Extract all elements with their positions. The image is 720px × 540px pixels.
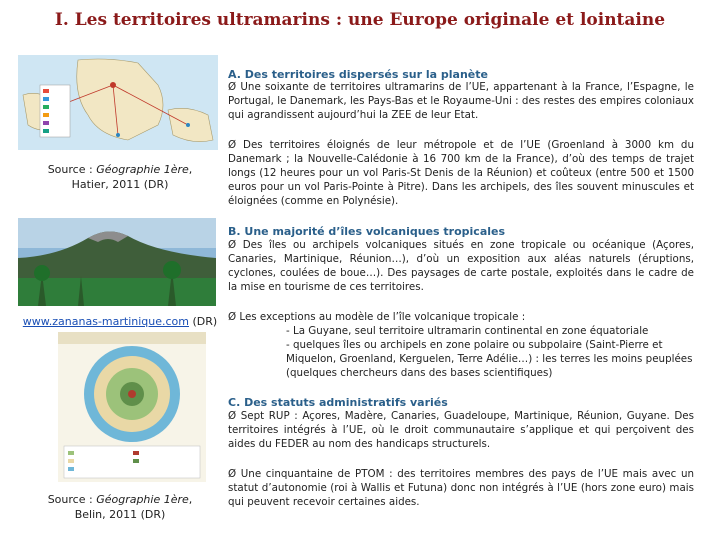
source-publisher: Hatier, 2011 (DR) — [71, 178, 169, 191]
map-source-caption — [30, 162, 210, 192]
para-text: Les exceptions au modèle de l’île volcanique tropicale : — [239, 311, 526, 323]
bullet-arrow-icon: Ø — [228, 81, 237, 93]
source-prefix: Source : — [47, 493, 97, 506]
source-prefix: Source : — [47, 163, 97, 176]
source-work: Géographie 1ère — [96, 163, 189, 176]
para-text: Des îles ou archipels volcaniques situés en zone tropicale ou océanique (Açores, Canaries, Martinique, Réunion…), d’où un exposition aux aléas naturels (éruptions, cyclones, coulées de boue…). Des paysages de carte postale, exploités dans le cadre de la mise en tourisme de ces territoires. — [228, 239, 694, 293]
volcanic-island-photo — [18, 218, 216, 306]
source-publisher: Belin, 2011 (DR) — [74, 508, 166, 521]
bullet-arrow-icon: Ø — [228, 410, 237, 422]
source-work: Géographie 1ère — [96, 493, 189, 506]
exception-polar: - quelques îles ou archipels en zone polaire ou subpolaire (Saint-Pierre et Miquelon, Groenland, Kerguelen, Terre Adélie…) : les terres les moins peuplées (quelques chercheurs dans des bases scientifiques) — [286, 339, 693, 379]
section-b-para-2 — [228, 310, 694, 380]
para-text: Une soixante de territoires ultramarins de l’UE, appartenant à la France, l’Espagne, le Portugal, le Danemark, les Pays-Bas et le Royaume-Uni : des restes des empires coloniaux qui agrandissent aujourd’hui la ZEE de leur Etat. — [228, 81, 694, 121]
photo-source-caption — [22, 314, 218, 329]
section-a-para-2 — [228, 138, 694, 208]
exception-guyane: - La Guyane, seul territoire ultramarin continental en zone équatoriale — [286, 325, 649, 337]
diagram-source-caption — [30, 492, 210, 522]
section-b-title: B. Une majorité d’îles volcaniques tropicales — [228, 225, 506, 238]
bullet-arrow-icon: Ø — [228, 139, 237, 151]
section-c-para-2 — [228, 467, 694, 509]
source-suffix: , — [188, 163, 193, 176]
section-a-para-1 — [228, 80, 694, 122]
section-c-para-1 — [228, 409, 694, 451]
zananas-link[interactable]: www.zananas-martinique.com — [22, 315, 189, 328]
bullet-arrow-icon: Ø — [228, 239, 237, 251]
source-suffix: , — [188, 493, 193, 506]
para-text: Des territoires éloignés de leur métropole et de l’UE (Groenland à 3000 km du Danemark ; la Nouvelle-Calédonie à 16 700 km de la France), d’où des temps de trajet longs (12 heures pour un vol Paris-St Denis de la Réunion) et coûteux (entre 500 et 1500 euros pour un vol Paris-Pointe à Pitre). Dans les archipels, des îles souvent minuscules et éloignées (comme en Polynésie). — [228, 139, 694, 207]
para-text: Une cinquantaine de PTOM : des territoires membres des pays de l’UE mais avec un statut d’autonomie (roi à Wallis et Futuna) donc non intégrés à l’UE (hors zone euro) mais qui peuvent recevoir certaines aides. — [228, 468, 694, 508]
para-text: Sept RUP : Açores, Madère, Canaries, Guadeloupe, Martinique, Réunion, Guyane. Des territoires intégrés à l’UE, où le droit communautaire s’applique et qui perçoivent des aides du FEDER au nom des handicaps structurels. — [228, 410, 694, 450]
bullet-arrow-icon: Ø — [228, 468, 237, 480]
link-suffix: (DR) — [189, 315, 218, 328]
bullet-arrow-icon: Ø — [228, 311, 237, 323]
section-b-para-1 — [228, 238, 694, 294]
section-c-title: C. Des statuts administratifs variés — [228, 396, 448, 409]
page-title: I. Les territoires ultramarins : une Europe originale et lointaine — [54, 10, 666, 30]
volcanic-island-diagram — [58, 332, 206, 482]
section-a-title: A. Des territoires dispersés sur la planète — [228, 68, 488, 81]
world-map-image — [18, 55, 218, 150]
